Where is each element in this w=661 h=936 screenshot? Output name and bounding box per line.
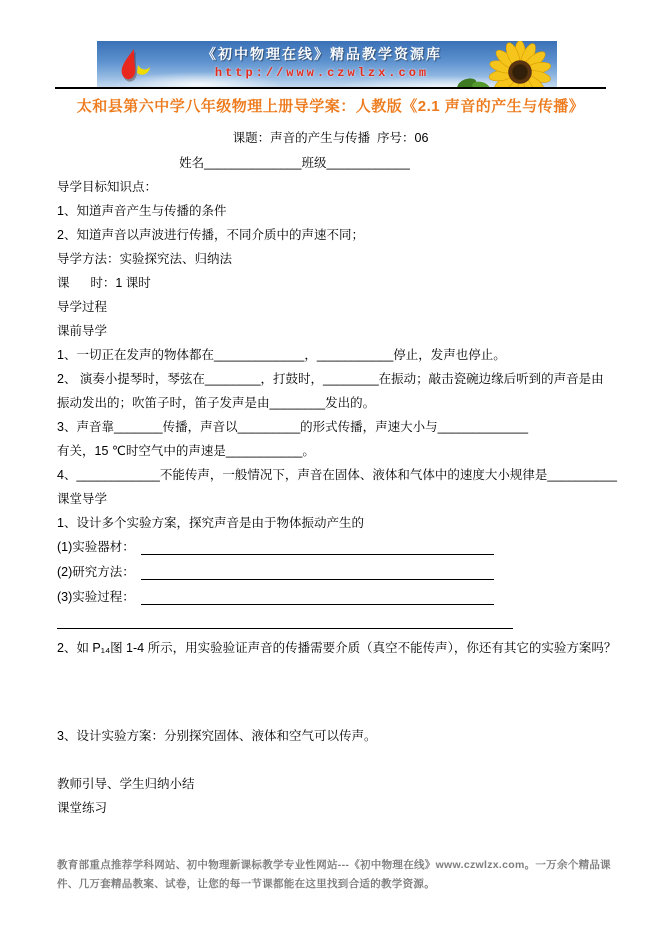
goal-heading: 导学目标知识点： [57, 180, 158, 194]
task-3: 3、设计实验方案：分别探究固体、液体和空气可以传声。 [57, 729, 377, 743]
site-url: http://www.czwlzx.com [214, 66, 430, 80]
blank-line [141, 585, 494, 605]
goal-item-1: 1、知道声音产生与传播的条件 [57, 204, 227, 218]
blank-line [141, 560, 494, 580]
experiment-item-label: (3)实验过程： [57, 590, 135, 604]
task-2: 2、如 P₁₄图 1-4 所示，用实验验证声音的传播需要介质（真空不能传声），你还有其它的实验方案吗？ [57, 641, 617, 655]
footer-text: 教育部重点推荐学科网站、初中物理新课标教学专业性网站---《初中物理在线》www.czwlzx.com。一万余个精品课件、几万套精品教案、试卷，让您的每一节课都能在这里找到合适的教学资源。 [57, 859, 611, 890]
preclass-heading: 课前导学 [57, 324, 108, 338]
worksheet-content [0, 175, 661, 820]
course-line: 课题：声音的产生与传播 序号：06 [232, 131, 429, 145]
experiment-item-row [57, 535, 494, 560]
goal-item-2: 2、知道声音以声波进行传播，不同介质中的声速不同； [57, 228, 364, 242]
inclass-heading: 课堂导学 [57, 492, 108, 506]
site-title: 《初中物理在线》精品教学资源库 [202, 46, 442, 62]
continuation-line [57, 615, 513, 629]
site-banner [97, 41, 557, 88]
sunflower-icon [489, 41, 551, 88]
spacer [57, 660, 605, 724]
question-1: 1、一切正在发声的物体都在_____________，___________停止，发声也停止。 [57, 348, 506, 362]
blank-line [141, 535, 494, 555]
experiment-item-row [57, 585, 494, 610]
task-1: 1、设计多个实验方案，探究声音是由于物体振动产生的 [57, 516, 364, 530]
method-line: 导学方法：实验探究法、归纳法 [57, 252, 233, 266]
question-3-line2: 有关，15 ℃时空气中的声速是___________。 [57, 444, 315, 458]
question-2-line2: 振动发出的；吹笛子时，笛子发声是由________发出的。 [57, 396, 376, 410]
site-logo-icon [115, 47, 155, 85]
experiment-item-row [57, 560, 494, 585]
process-heading: 导学过程 [57, 300, 108, 314]
question-3-line1: 3、声音靠_______传播，声音以_________的形式传播，声速大小与_____________ [57, 420, 529, 434]
period-line: 课 时：1 课时 [57, 276, 151, 290]
practice-heading: 课堂练习 [57, 801, 108, 815]
experiment-item-label: (1)实验器材： [57, 540, 135, 554]
question-2-line1: 2、 演奏小提琴时，琴弦在________，打鼓时，________在振动；敲击瓷碗边缘后听到的声音是由 [57, 372, 604, 386]
question-4: 4、____________不能传声，一般情况下，声音在固体、液体和气体中的速度大小规律是__________ [57, 468, 617, 482]
spacer [57, 748, 605, 772]
experiment-item-label: (2)研究方法： [57, 565, 135, 579]
banner-leaf-icon [457, 71, 491, 88]
doc-title: 太和县第六中学八年级物理上册导学案：人教版《2.1 声音的产生与传播》 [76, 98, 585, 115]
summary-line: 教师引导、学生归纳小结 [57, 777, 195, 791]
header-divider [55, 87, 606, 89]
banner-text-block [167, 44, 477, 80]
name-class-line: 姓名______________班级____________ [179, 156, 410, 170]
